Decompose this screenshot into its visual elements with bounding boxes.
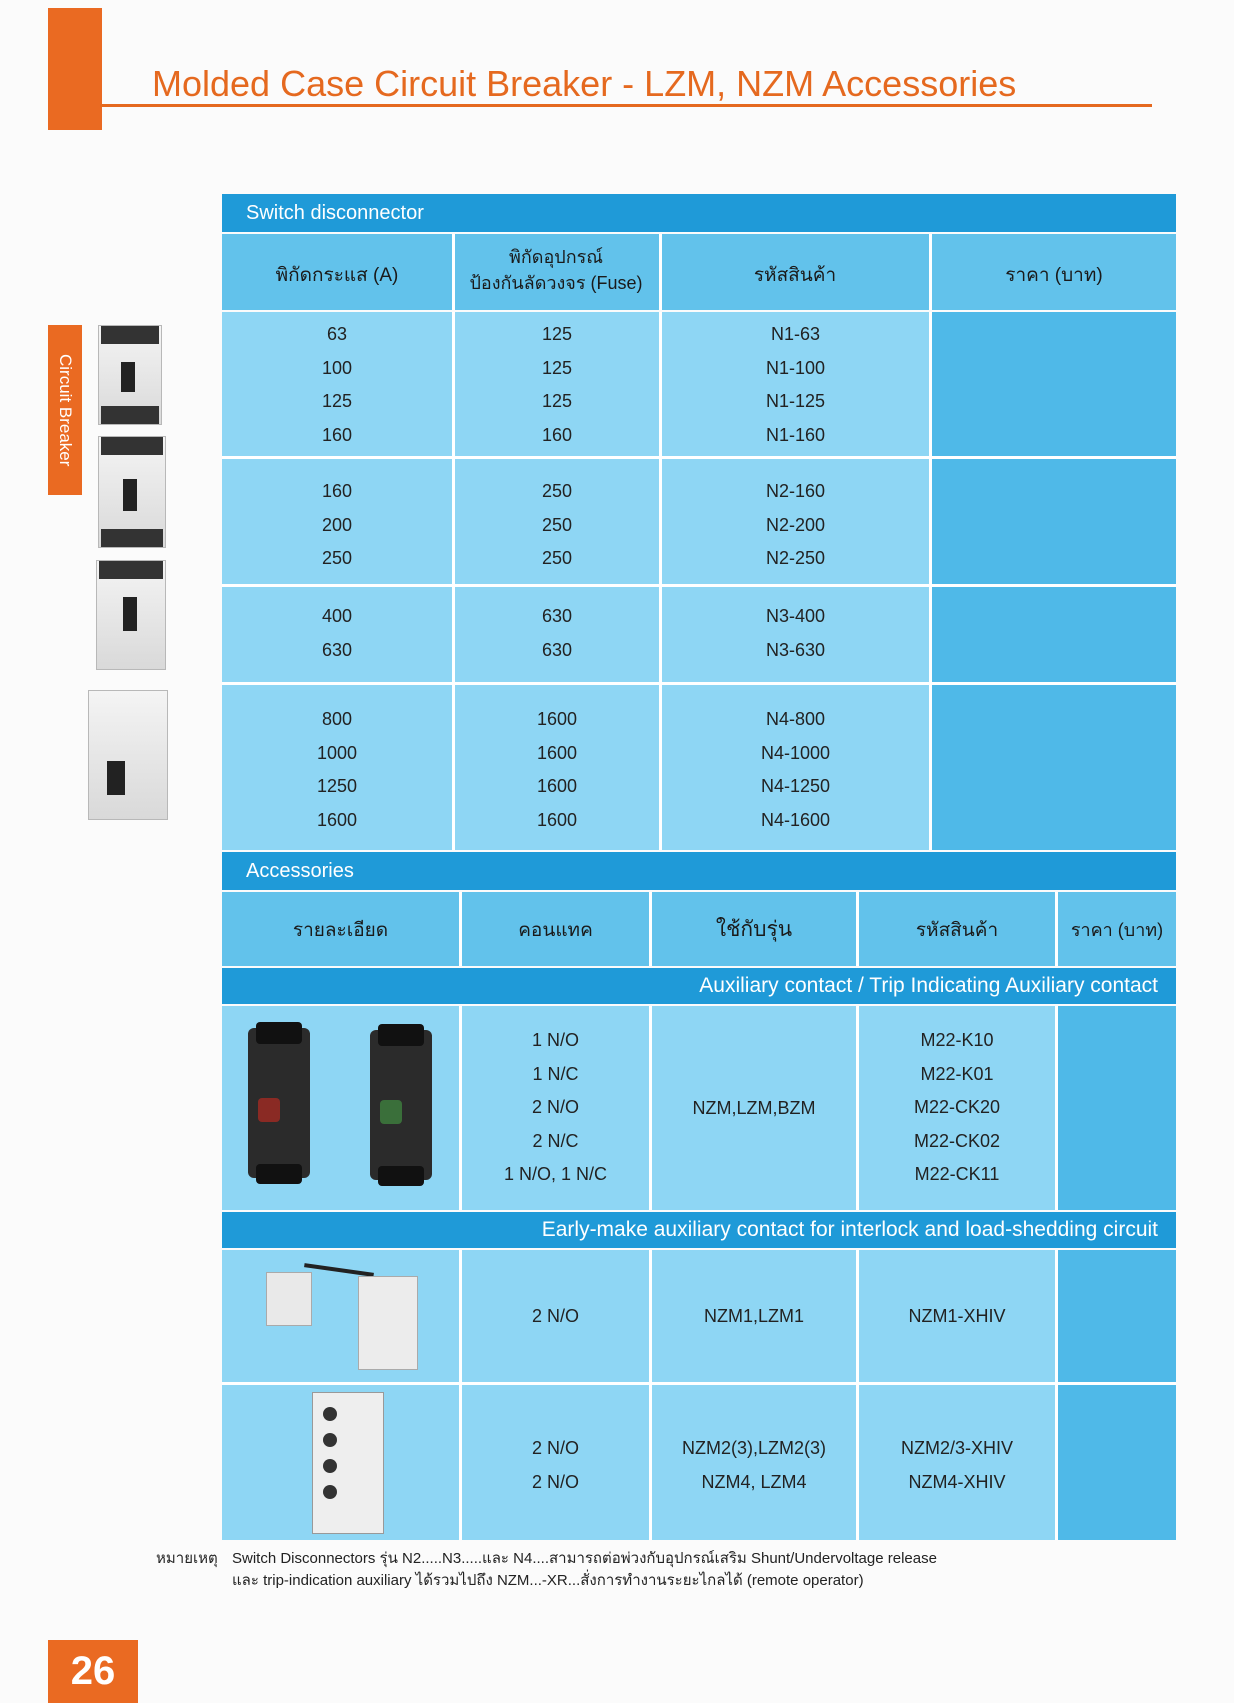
table-cell: 63 (326, 324, 348, 344)
early-row2-contacts (462, 1432, 649, 1499)
early-row1-code: NZM1-XHIV (908, 1306, 1006, 1326)
early-row1-model: NZM1,LZM1 (703, 1306, 804, 1326)
table-cell: 1600 (536, 809, 578, 830)
terminal-screw (323, 1407, 337, 1421)
group4-fuse (455, 703, 659, 837)
header-price: ราคา (บาท) (1005, 265, 1103, 286)
table-cell: N3-630 (765, 639, 826, 660)
divider (1055, 1006, 1058, 1210)
group-separator (222, 584, 1176, 587)
table-cell: 1000 (316, 742, 358, 763)
group3-code (662, 600, 929, 667)
footnote-line2: และ trip-indication auxiliary ได้รวมไปถึง NZM...-XR...สั่งการทำงานระยะไกลได้ (remote operator) (232, 1572, 864, 1589)
early-make-image-2 (312, 1392, 384, 1534)
group2-fuse (455, 475, 659, 576)
table-cell: 250 (541, 481, 573, 501)
group4-current (222, 703, 452, 837)
group2-code (662, 475, 929, 576)
breaker-handle (123, 597, 137, 631)
table-cell: 630 (541, 639, 573, 660)
group3-current (222, 600, 452, 667)
table-cell: 1 N/O, 1 N/C (503, 1164, 608, 1184)
terminal-screw (323, 1485, 337, 1499)
divider (929, 312, 932, 850)
footnote-line1: Switch Disconnectors รุ่น N2.....N3.....และ N4....สามารถต่อพ่วงกับอุปกรณ์เสริม Shunt/Undervoltage release (232, 1550, 937, 1567)
group1-fuse (455, 318, 659, 452)
table-cell: NZM4-XHIV (908, 1471, 1006, 1492)
breaker-handle (107, 761, 125, 795)
breaker-n4-image (88, 690, 168, 820)
early-make-subtitle: Early-make auxiliary contact for interlock and load-shedding circuit (222, 1212, 1176, 1248)
connector-block (266, 1272, 312, 1326)
table-cell: N1-100 (765, 357, 826, 378)
aux-bottom-cap (256, 1164, 302, 1184)
table-cell: N4-1250 (760, 776, 831, 796)
group1-code (662, 318, 929, 452)
table-cell: 125 (541, 324, 573, 344)
aux-top-cap (256, 1022, 302, 1044)
breaker-n2-image (98, 436, 166, 548)
table-cell: 2 N/O (531, 1471, 579, 1492)
divider (452, 234, 455, 310)
table-cell: 1600 (316, 809, 358, 830)
aux-model: NZM,LZM,BZM (692, 1098, 816, 1118)
table-cell: 125 (541, 357, 573, 378)
divider (1055, 1250, 1058, 1540)
aux-contact-image-red (248, 1028, 310, 1178)
early-price-column (1058, 1250, 1176, 1540)
side-tab-label: Circuit Breaker (56, 353, 75, 467)
table-cell: 1250 (316, 776, 358, 796)
header-contact: คอนแทค (518, 920, 593, 941)
header-code: รหัสสินค้า (753, 265, 837, 286)
terminal-screw (323, 1459, 337, 1473)
aux-contact-image-green (370, 1030, 432, 1180)
aux-price-column (1058, 1006, 1176, 1210)
wire (304, 1263, 374, 1277)
breaker-handle (123, 479, 137, 511)
header-fuse-line2: ป้องกันลัดวงจร (Fuse) (469, 273, 643, 293)
breaker-terminal (101, 529, 163, 547)
top-orange-tab (48, 8, 102, 130)
early-row1-contact: 2 N/O (531, 1306, 579, 1326)
group-separator (222, 456, 1176, 459)
header-detail: รายละเอียด (292, 920, 389, 941)
group1-current (222, 318, 452, 452)
switch-price-column (932, 312, 1176, 850)
footnote (156, 1548, 1192, 1592)
table-cell: M22-CK11 (914, 1164, 1000, 1184)
breaker-terminal (101, 437, 163, 455)
aux-bottom-cap (378, 1166, 424, 1186)
footnote-label: หมายเหตุ (156, 1550, 218, 1567)
table-cell: 125 (541, 391, 573, 411)
table-cell: NZM4, LZM4 (701, 1471, 807, 1492)
switch-disconnector-bar: Switch disconnector (222, 194, 1176, 232)
group2-current (222, 475, 452, 576)
aux-contacts (462, 1024, 649, 1192)
table-cell: NZM2/3-XHIV (900, 1438, 1014, 1458)
table-cell: N4-1600 (760, 809, 831, 830)
table-cell: 2 N/O (531, 1438, 579, 1458)
contact-block (358, 1276, 418, 1370)
header-price: ราคา (บาท) (1070, 920, 1164, 940)
title-underline (100, 104, 1152, 107)
group4-code (662, 703, 929, 837)
table-cell: 630 (321, 639, 353, 660)
early-row2-codes (859, 1432, 1055, 1499)
breaker-n3-image (96, 560, 166, 670)
table-cell: M22-CK20 (913, 1097, 1001, 1117)
header-current: พิกัดกระแส (A) (275, 265, 399, 286)
table-cell: NZM2(3),LZM2(3) (681, 1438, 826, 1458)
red-button (258, 1098, 280, 1122)
table-cell: 125 (321, 391, 353, 411)
row-separator (222, 1382, 1176, 1385)
table-cell: 1600 (536, 709, 578, 729)
table-cell: N3-400 (765, 606, 826, 626)
table-cell: 800 (321, 709, 353, 729)
aux-top-cap (378, 1024, 424, 1046)
table-cell: 2 N/O (531, 1097, 579, 1117)
table-cell: N2-250 (765, 548, 826, 568)
terminal-screw (323, 1433, 337, 1447)
table-cell: 160 (321, 424, 353, 445)
breaker-n1-image (98, 325, 162, 425)
breaker-handle (121, 362, 135, 392)
table-cell: N1-63 (770, 324, 821, 344)
page-title: Molded Case Circuit Breaker - LZM, NZM Accessories (152, 63, 1017, 104)
breaker-terminal (101, 406, 159, 424)
table-cell: 1600 (536, 742, 578, 763)
breaker-terminal (101, 326, 159, 344)
table-cell: 160 (321, 481, 353, 501)
green-button (380, 1100, 402, 1124)
accessories-bar: Accessories (222, 852, 1176, 890)
group-separator (222, 682, 1176, 685)
aux-contact-subtitle: Auxiliary contact / Trip Indicating Auxiliary contact (222, 968, 1176, 1004)
table-cell: 250 (541, 548, 573, 568)
table-cell: 400 (321, 606, 353, 626)
group3-fuse (455, 600, 659, 667)
table-cell: 2 N/C (532, 1130, 579, 1151)
table-cell: N2-200 (765, 514, 826, 535)
header-code: รหัสสินค้า (915, 920, 999, 941)
table-cell: 100 (321, 357, 353, 378)
table-cell: N2-160 (765, 481, 826, 501)
aux-codes (859, 1024, 1055, 1192)
header-model: ใช้กับรุ่น (715, 918, 793, 941)
header-fuse (456, 244, 656, 296)
breaker-terminal (99, 561, 163, 579)
table-cell: 1600 (536, 776, 578, 796)
early-make-image-1 (266, 1262, 426, 1372)
table-cell: N1-160 (765, 424, 826, 445)
page-number: 26 (48, 1640, 138, 1703)
table-cell: 250 (541, 514, 573, 535)
table-cell: 200 (321, 514, 353, 535)
table-cell: 1 N/C (532, 1063, 579, 1084)
table-cell: N4-1000 (760, 742, 831, 763)
header-fuse-line1: พิกัดอุปกรณ์ (509, 247, 603, 267)
table-cell: 160 (541, 424, 573, 445)
table-cell: N1-125 (765, 391, 826, 411)
table-cell: M22-K01 (920, 1063, 994, 1084)
table-cell: 250 (321, 548, 353, 568)
table-cell: M22-K10 (920, 1030, 994, 1050)
table-cell: M22-CK02 (913, 1130, 1001, 1151)
table-cell: N4-800 (765, 709, 826, 729)
table-cell: 630 (541, 606, 573, 626)
table-cell: 1 N/O (531, 1030, 579, 1050)
early-row2-models (652, 1432, 856, 1499)
